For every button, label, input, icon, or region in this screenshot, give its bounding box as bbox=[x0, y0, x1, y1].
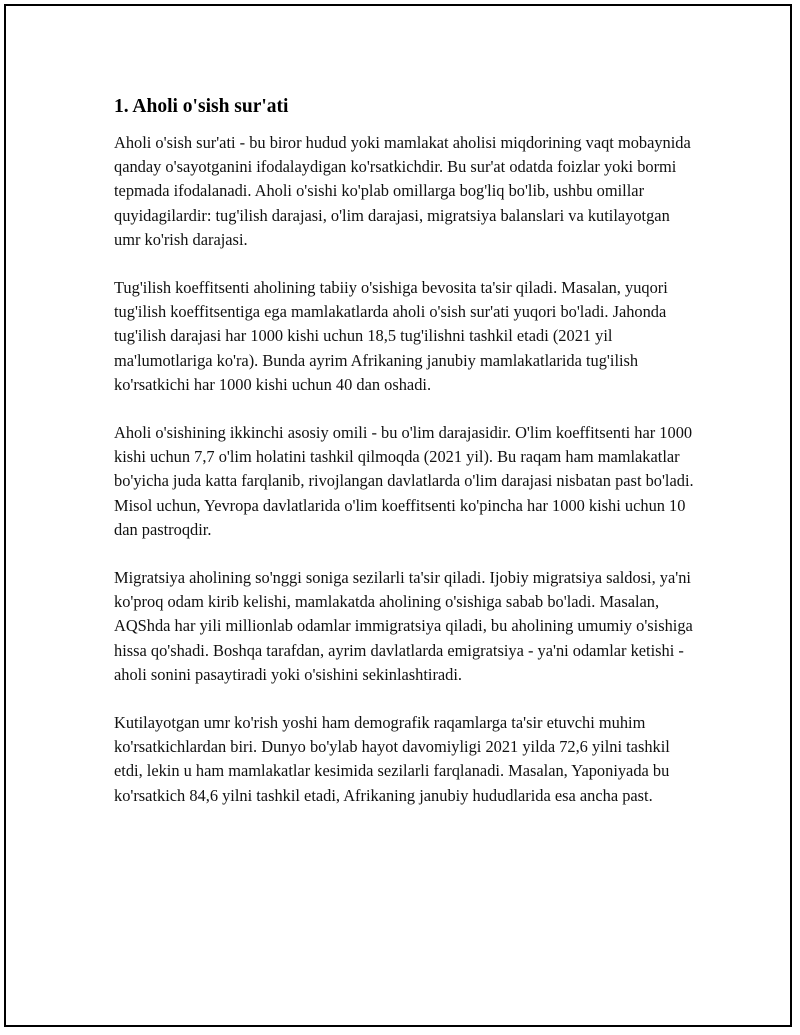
paragraph-population-growth-definition: Aholi o'sish sur'ati - bu biror hudud yoki mamlakat aholisi miqdorining vaqt mobaynida qanday o'sayotganini ifodalaydigan ko'rsatkichdir. Bu sur'at odatda foizlar yoki bormi tepmada ifodalanadi. Aholi o'sishi ko'plab omillarga bog'liq bo'lib, ushbu omillar quyidagilardir: tug'ilish darajasi, o'lim darajasi, migratsiya balanslari va kutilayotgan umr ko'rish darajasi. bbox=[114, 133, 691, 249]
document-body bbox=[114, 95, 694, 832]
paragraph-migration: Migratsiya aholining so'nggi soniga sezilarli ta'sir qiladi. Ijobiy migratsiya saldosi, ya'ni ko'proq odam kirib kelishi, mamlakatda aholining o'sishiga sabab bo'ladi. Masalan, AQShda har yili millionlab odamlar immigratsiya qiladi, bu aholining umumiy o'sishiga hissa qo'shadi. Boshqa tarafdan, ayrim davlatlarda emigratsiya - ya'ni odamlar ketishi - aholi sonini pasaytiradi yoki o'sishini sekinlashtiradi. bbox=[114, 568, 693, 684]
section-heading: 1. Aholi o'sish sur'ati bbox=[114, 96, 289, 117]
paragraph-birth-rate: Tug'ilish koeffitsenti aholining tabiiy o'sishiga bevosita ta'sir qiladi. Masalan, yuqori tug'ilish koeffitsentiga ega mamlakatlarda aholi o'sish sur'ati yuqori bo'ladi. Jahonda tug'ilish darajasi har 1000 kishi uchun 18,5 tug'ilishni tashkil etadi (2021 yil ma'lumotlariga ko'ra). Bunda ayrim Afrikaning janubiy mamlakatlarida tug'ilish ko'rsatkichi har 1000 kishi uchun 40 dan oshadi. bbox=[114, 278, 668, 394]
paragraph-death-rate: Aholi o'sishining ikkinchi asosiy omili - bu o'lim darajasidir. O'lim koeffitsenti har 1000 kishi uchun 7,7 o'lim holatini tashkil qilmoqda (2021 yil). Bu raqam ham mamlakatlar bo'yicha juda katta farqlanib, rivojlangan davlatlarda o'lim darajasi nisbatan past bo'ladi. Misol uchun, Yevropa davlatlarida o'lim koeffitsenti ko'pincha har 1000 kishi uchun 10 dan pastroqdir. bbox=[114, 423, 694, 539]
paragraph-life-expectancy: Kutilayotgan umr ko'rish yoshi ham demografik raqamlarga ta'sir etuvchi muhim ko'rsatkichlardan biri. Dunyo bo'ylab hayot davomiyligi 2021 yilda 72,6 yilni tashkil etdi, lekin u ham mamlakatlar kesimida sezilarli farqlanadi. Masalan, Yaponiyada bu ko'rsatkich 84,6 yilni tashkil etadi, Afrikaning janubiy hududlarida esa ancha past. bbox=[114, 713, 670, 805]
